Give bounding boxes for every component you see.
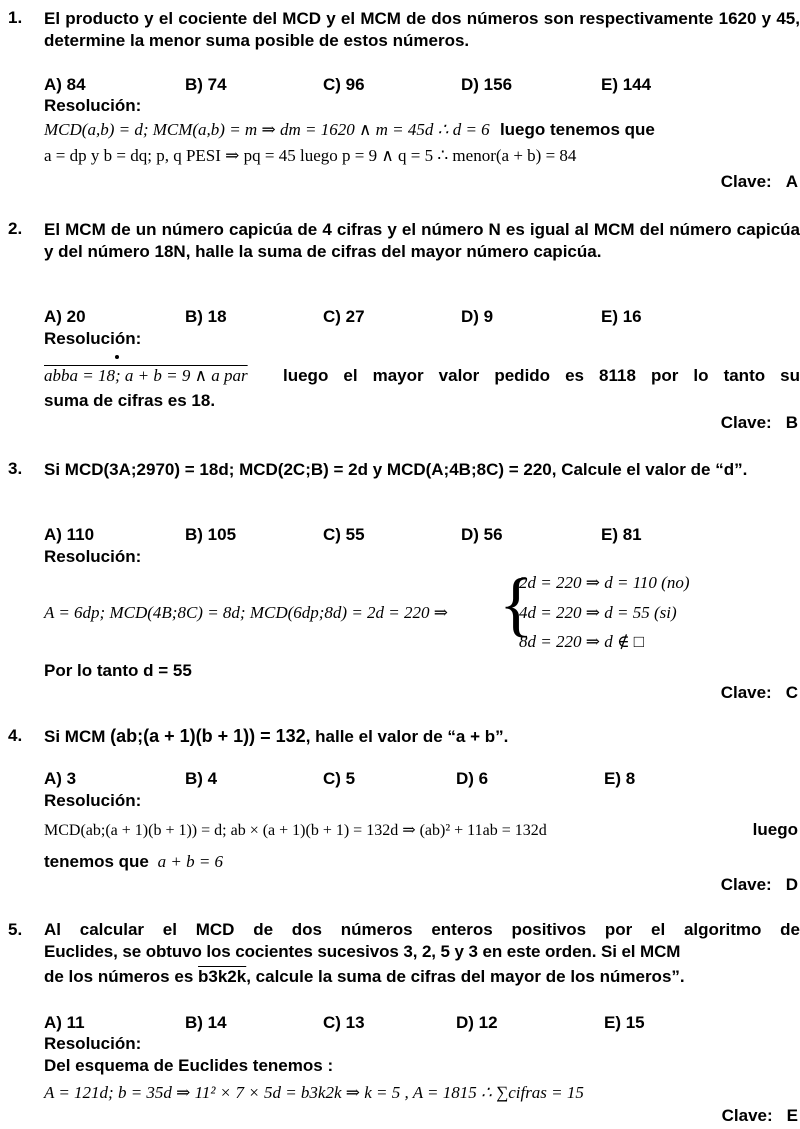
math-main (44, 603, 448, 623)
option-e: E) 8 (604, 769, 636, 788)
answer-key-label: Clave: (720, 875, 772, 894)
answer-key (722, 1106, 798, 1126)
options-row (44, 769, 800, 791)
answer-key-value: C (785, 683, 798, 702)
resolution-label: Resolución: (44, 1034, 142, 1053)
math-line-1 (44, 120, 655, 140)
problem-number: 4. (8, 726, 23, 745)
options-row (44, 307, 800, 329)
option-a: A) 11 (44, 1013, 85, 1032)
option-a: A) 110 (44, 525, 95, 544)
option-e: E) 81 (601, 525, 642, 544)
options-row (44, 525, 800, 547)
option-c: C) 5 (323, 769, 356, 788)
question-line-3 (44, 967, 685, 987)
option-a: A) 20 (44, 307, 86, 326)
case-3 (519, 632, 644, 652)
problem-number: 2. (8, 219, 23, 238)
option-c: C) 55 (323, 525, 365, 544)
answer-key-label: Clave: (720, 683, 772, 702)
problem-number: 3. (8, 459, 23, 478)
option-e: E) 16 (601, 307, 642, 326)
option-d: D) 12 (456, 1013, 498, 1032)
problem-question: El MCM de un número capicúa de 4 cifras y el número N es igual al MCM del número capicúa y del número 18N, halle la suma de cifras del mayor número capicúa. (44, 220, 800, 261)
answer-key (721, 875, 798, 895)
problem-question (44, 726, 508, 747)
option-d: D) 56 (461, 525, 503, 544)
math-expression: A = 6dp; MCD(4B;8C) = 8d; MCD(6dp;8d) = 2d = 220 ⇒ (44, 603, 449, 622)
option-b: B) 4 (185, 769, 218, 788)
question-suffix: , halle el valor de “a + b”. (305, 727, 509, 746)
left-brace-icon: { (499, 564, 534, 644)
trail-text: luego (752, 820, 798, 839)
option-e: E) 15 (604, 1013, 645, 1032)
multiple-dot-icon (115, 355, 119, 359)
math-expression: MCD(ab;(a + 1)(b + 1)) = d; ab × (a + 1)(b + 1) = 132d ⇒ (ab)² + 11ab = 132d (44, 822, 547, 839)
conclusion: Por lo tanto d = 55 (44, 661, 192, 680)
option-b: B) 105 (185, 525, 237, 544)
answer-key-label: Clave: (721, 1106, 773, 1125)
scheme-text: Del esquema de Euclides tenemos : (44, 1056, 334, 1075)
problem-number: 1. (8, 8, 23, 27)
math-expression: A = 121d; b = 35d ⇒ 11² × 7 × 5d = b3k2k ⇒ k = 5 , A = 1815 ∴ ∑cifras = 15 (44, 1083, 584, 1102)
question-line-3-prefix: de los números es (44, 967, 194, 986)
math-line-2: a = dp y b = dq; p, q PESI ⇒ pq = 45 luego p = 9 ∧ q = 5 ∴ menor(a + b) = 84 (44, 146, 577, 165)
text-line-2 (44, 852, 223, 872)
question-line-1: Al calcular el MCD de dos números enteros positivos por el algoritmo de (44, 920, 800, 939)
text-line-2-label: tenemos que (44, 852, 149, 871)
case-2-text: 4d = 220 ⇒ d = 55 (si) (519, 603, 677, 622)
question-line-3-expression: b3k2k (198, 967, 247, 986)
question-line-2: Euclides, se obtuvo los cocientes sucesivos 3, 2, 5 y 3 en este orden. Si el MCM (44, 942, 681, 961)
option-a: A) 84 (44, 75, 86, 94)
options-row (44, 75, 800, 97)
problem-number: 5. (8, 920, 23, 939)
text-line-1: luego el mayor valor pedido es 8118 por lo tanto su (283, 366, 800, 385)
math-expression: abba = 18; a + b = 9 ∧ a par (44, 366, 248, 385)
math-expression: MCD(a,b) = d; MCM(a,b) = m ⇒ dm = 1620 ∧ m = 45d ∴ d = 6 (44, 120, 490, 139)
case-1-text: 2d = 220 ⇒ d = 110 (no) (519, 573, 690, 592)
answer-key-label: Clave: (720, 172, 772, 191)
problem-question: El producto y el cociente del MCD y el MCM de dos números son respectivamente 1620 y 45, determine la menor suma posible de estos números. (44, 9, 800, 50)
option-c: C) 96 (323, 75, 365, 94)
option-d: D) 6 (456, 769, 489, 788)
resolution-label: Resolución: (44, 96, 142, 115)
answer-key-value: A (785, 172, 798, 191)
option-c: C) 13 (323, 1013, 365, 1032)
answer-key (721, 172, 798, 192)
math-line-1 (44, 1083, 584, 1103)
case-2 (519, 603, 677, 623)
text-line-2: suma de cifras es 18. (44, 391, 216, 410)
answer-key-label: Clave: (720, 413, 772, 432)
math-line-1 (44, 366, 248, 386)
math-line-2: a + b = 6 (157, 852, 224, 871)
option-d: D) 9 (461, 307, 494, 326)
answer-key (721, 683, 798, 703)
case-1 (519, 573, 690, 593)
option-b: B) 14 (185, 1013, 227, 1032)
resolution-label: Resolución: (44, 329, 142, 348)
question-prefix: Si MCM (44, 727, 106, 746)
option-c: C) 27 (323, 307, 365, 326)
option-b: B) 74 (185, 75, 227, 94)
problem-question: Si MCD(3A;2970) = 18d; MCD(2C;B) = 2d y MCD(A;4B;8C) = 220, Calcule el valor de “d”. (44, 460, 748, 479)
option-e: E) 144 (601, 75, 652, 94)
option-b: B) 18 (185, 307, 227, 326)
question-expression: (ab;(a + 1)(b + 1)) = 132 (110, 726, 306, 746)
options-row (44, 1013, 800, 1035)
answer-key (721, 413, 798, 433)
question-line-3-suffix: , calcule la suma de cifras del mayor de los números”. (246, 967, 685, 986)
answer-key-value: E (786, 1106, 798, 1125)
resolution-label: Resolución: (44, 547, 142, 566)
answer-key-value: B (785, 413, 798, 432)
case-3-text: 8d = 220 ⇒ d ∉ □ (519, 632, 645, 651)
option-d: D) 156 (461, 75, 513, 94)
resolution-label: Resolución: (44, 791, 142, 810)
math-line-1 (44, 820, 547, 840)
trail-text: luego tenemos que (499, 120, 655, 139)
answer-key-value: D (785, 875, 798, 894)
option-a: A) 3 (44, 769, 77, 788)
